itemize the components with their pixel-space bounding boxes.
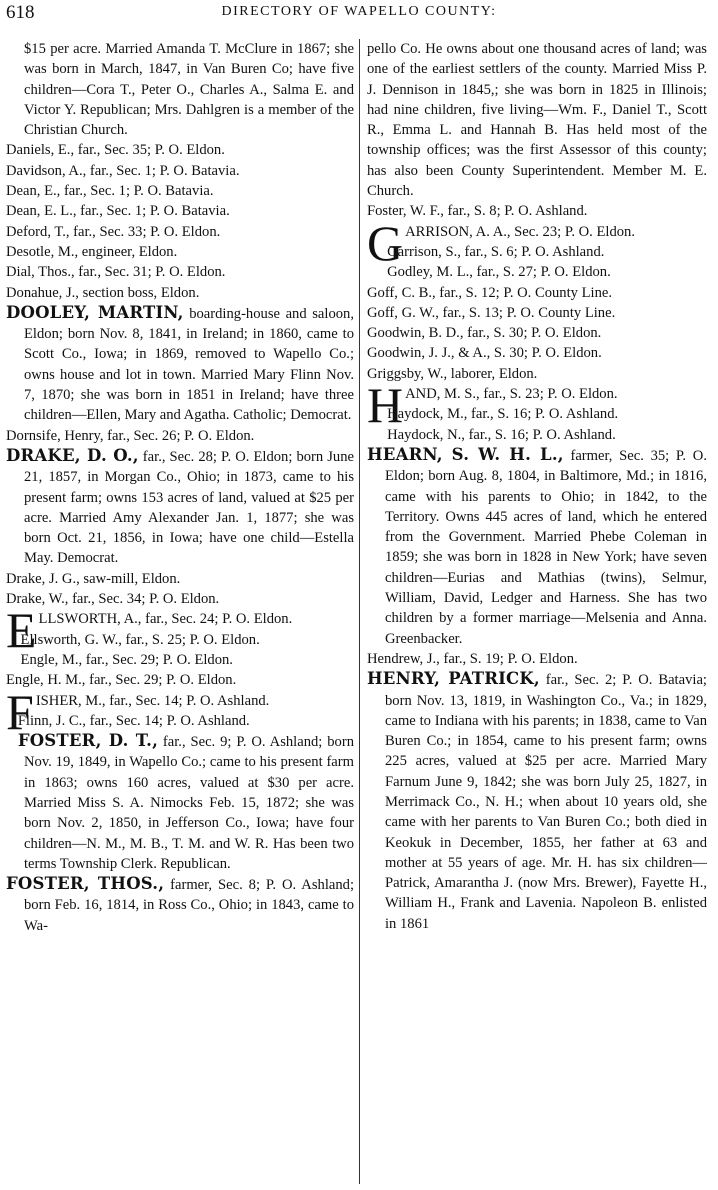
left-column [6, 39, 354, 1184]
directory-entry: Davidson, A., far., Sec. 1; P. O. Batavia. [6, 162, 240, 179]
directory-entry: Engle, H. M., far., Sec. 29; P. O. Eldon. [6, 672, 237, 689]
directory-entry: Engle, M., far., Sec. 29; P. O. Eldon. [20, 651, 233, 668]
page-number: 618 [6, 2, 35, 23]
directory-entry: Deford, T., far., Sec. 33; P. O. Eldon. [6, 223, 221, 240]
directory-entry: Haydock, N., far., S. 16; P. O. Ashland. [387, 426, 616, 443]
directory-entry: Foster, W. F., far., S. 8; P. O. Ashland. [367, 203, 588, 220]
directory-entry: Dean, E. L., far., Sec. 1; P. O. Batavia. [6, 203, 230, 220]
biography-text: farmer, Sec. 35; P. O. Eldon; born Aug. 8, 1804, in Baltimore, Md.; in 1816, came with his parents to Ohio; in 1842, to the Territory. Owns 445 acres of land, which he entered from the Government. Married Phebe Coleman in 1859; she was born in 1828 in New York; have seven children—Eurias and Mathias (twins), Selmur, William, David, Ledger and Harness. She has two children by a former marriage—Melsenia and Anna. Greenbacker. [385, 447, 707, 647]
biography-text: boarding-house and saloon, Eldon; born Nov. 8, 1841, in Ireland; in 1860, came to Scott Co., Iowa; in 1869, removed to Wapello Co.; owns house and lot in town. Married Mary Flinn Nov. 7, 1870; she was born in 1851 in Ireland; have three children—Ellen, Mary and Agatha. Catholic; Democrat. [24, 305, 354, 424]
biography-entry [6, 874, 354, 936]
directory-entry: Goff, G. W., far., S. 13; P. O. County Line. [367, 304, 616, 321]
biography-entry [367, 445, 707, 649]
biography-name: DRAKE, D. O., [6, 445, 139, 465]
biography-entry [367, 669, 707, 934]
entry-text: AND, M. S., far., S. 23; P. O. Eldon. [405, 386, 618, 403]
directory-entry: Dornsife, Henry, far., Sec. 26; P. O. Eldon. [6, 427, 255, 444]
entry-text: ISHER, M., far., Sec. 14; P. O. Ashland. [35, 692, 270, 709]
continued-entry: $15 per acre. Married Amanda T. McClure in 1867; she was born in March, 1847, in Van Buren Co; have five children—Cora T., Peter O., Charles A., Salma E. and Victor Y. Republican; Mrs. Dahlgren is a member of the Christian Church. [24, 41, 354, 139]
page-header [0, 0, 718, 28]
drop-cap-letter: E [6, 602, 37, 659]
directory-entry: Haydock, M., far., S. 16; P. O. Ashland. [387, 406, 619, 423]
drop-cap-letter: G [367, 214, 404, 271]
biography-name: HENRY, PATRICK, [367, 669, 540, 689]
directory-entry: Griggsby, W., laborer, Eldon. [367, 365, 538, 382]
right-column [367, 39, 707, 1184]
directory-entry: Drake, J. G., saw-mill, Eldon. [6, 570, 181, 587]
biography-text: far., Sec. 2; P. O. Batavia; born Nov. 13, 1819, in Washington Co., Va.; in 1829, came to Indiana with his parents; in 1838, came to Van Buren Co.; in 1854, came to his present farm; owns 225 acres, valued at $25 per acre. Married Mary Farnum June 9, 1842; she was born July 25, 1827, in Merrimack Co., N. H.; when about 10 years old, she came with her parents to Van Buren Co.; both died in Keokuk in December, 1855, her father at 63 and mother at 55 years of age. Mr. H. has six children—Patrick, Amarantha J. (now Mrs. Brewer), Fayette H., William H., Frank and Lavenia. Napoleon B. enlisted in 1861 [385, 672, 707, 932]
directory-entry: Dial, Thos., far., Sec. 31; P. O. Eldon. [6, 264, 226, 281]
biography-name: HEARN, S. W. H. L., [367, 444, 564, 464]
directory-entry: Ellsworth, G. W., far., S. 25; P. O. Eldon. [20, 631, 260, 648]
biography-text: far., Sec. 28; P. O. Eldon; born June 21, 1857, in Morgan Co., Ohio; in 1873, came to his present farm; owns 153 acres of land, valued at $25 per acre. Married Amy Alexander Jan. 1, 1877; she was born Oct. 21, 1856, in Iowa; have one child—Estella May. Democrat. [24, 448, 354, 567]
directory-entry: Drake, W., far., Sec. 34; P. O. Eldon. [6, 591, 220, 608]
directory-entry: Desotle, M., engineer, Eldon. [6, 243, 178, 260]
directory-entry: Hendrew, J., far., S. 19; P. O. Eldon. [367, 650, 578, 667]
drop-cap-letter: F [6, 683, 34, 740]
drop-cap-letter: H [367, 377, 404, 434]
directory-entry: Garrison, S., far., S. 6; P. O. Ashland. [387, 243, 605, 260]
biography-entry [6, 303, 354, 426]
directory-entry: Dean, E., far., Sec. 1; P. O. Batavia. [6, 183, 214, 200]
directory-entry: Godley, M. L., far., S. 27; P. O. Eldon. [387, 264, 611, 281]
directory-entry: Goff, C. B., far., S. 12; P. O. County Line. [367, 284, 612, 301]
running-head: DIRECTORY OF WAPELLO COUNTY: [221, 4, 497, 19]
column-divider [359, 39, 360, 1184]
biography-entry [6, 446, 354, 569]
directory-entry: Goodwin, J. J., & A., S. 30; P. O. Eldon. [367, 345, 602, 362]
directory-entry: Donahue, J., section boss, Eldon. [6, 284, 200, 301]
biography-entry [6, 731, 354, 874]
directory-entry: Flinn, J. C., far., Sec. 14; P. O. Ashland. [17, 712, 250, 729]
entry-text: ARRISON, A. A., Sec. 23; P. O. Eldon. [405, 223, 635, 240]
directory-entry: Daniels, E., far., Sec. 35; P. O. Eldon. [6, 142, 225, 159]
biography-text: farmer, Sec. 8; P. O. Ashland; born Feb. 16, 1814, in Ross Co., Ohio; in 1843, came to Wa- [24, 877, 354, 934]
biography-name: FOSTER, D. T., [17, 731, 159, 751]
biography-text: far., Sec. 9; P. O. Ashland; born Nov. 19, 1849, in Wapello Co.; came to his present farm in 1863; owns 160 acres, valued at $30 per acre. Married Miss S. A. Nimocks Feb. 15, 1872; she was born Nov. 2, 1850, in Jefferson Co., Iowa; have four children—N. M., M. B., T. M. and W. R. Has been two terms Township Clerk. Republican. [24, 734, 354, 872]
directory-entry: Goodwin, B. D., far., S. 30; P. O. Eldon. [367, 325, 602, 342]
biography-name: DOOLEY, MARTIN, [6, 302, 184, 322]
biography-name: FOSTER, THOS., [6, 874, 165, 894]
entry-text: LLSWORTH, A., far., Sec. 24; P. O. Eldon. [38, 611, 293, 628]
continued-entry: pello Co. He owns about one thousand acres of land; was one of the earliest settlers of the county. Married Miss P. J. Dennison in 1845,; she was born in 1825 in Illinois; had nine children, five living—Wm. F., Daniel T., Scott R., Emma L. and Hannah B. Has held most of the township offices; was the first Assessor of this county; has also been County Superintendent. Member M. E. Church. [367, 41, 707, 200]
